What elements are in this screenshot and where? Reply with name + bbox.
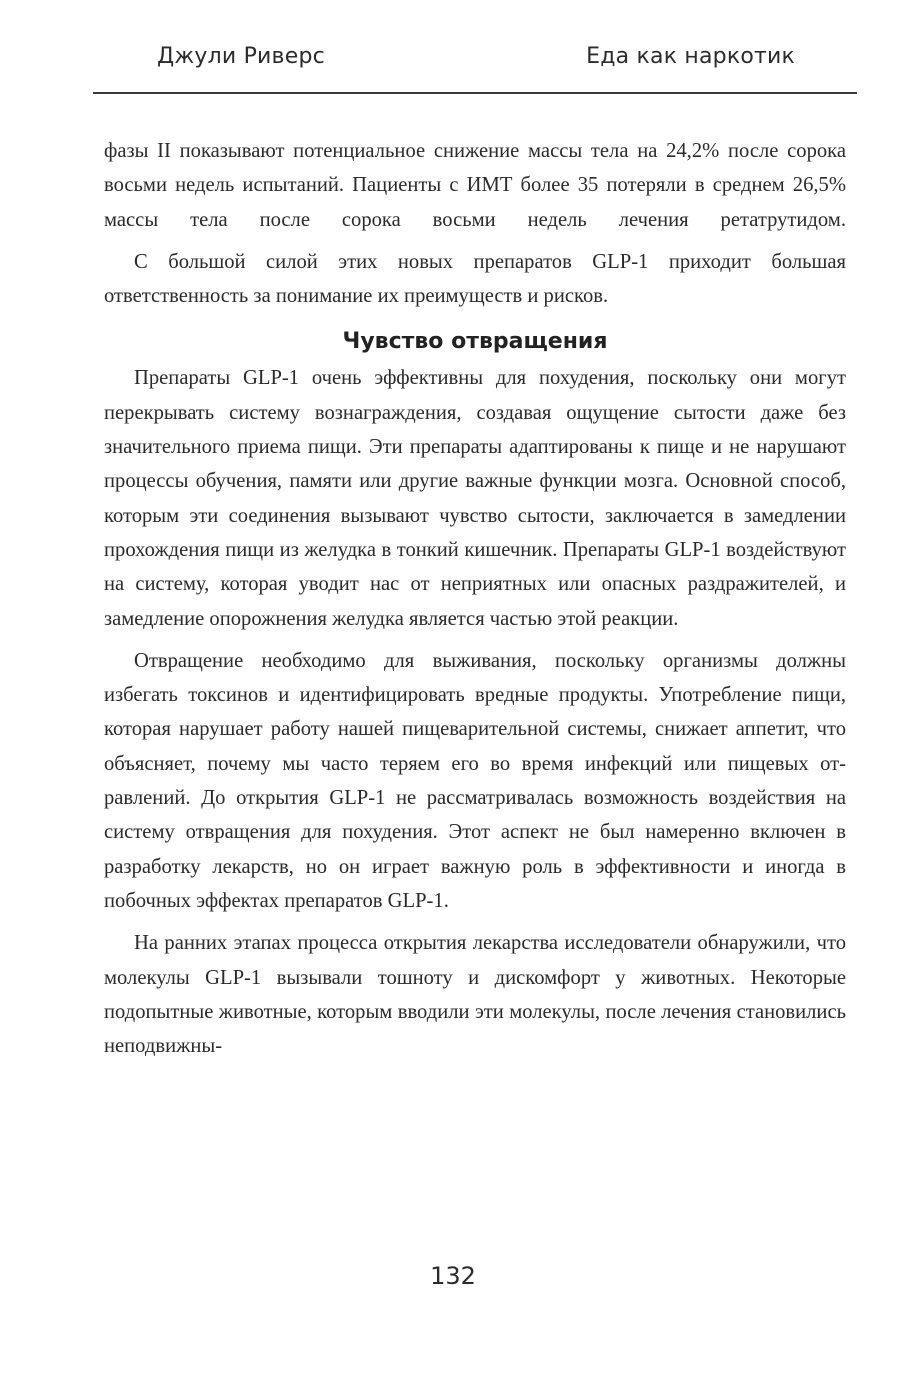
paragraph-glp1-effect: Препараты GLP-1 очень эффективны для похудения, поскольку они могут перекрывать систему вознаграждения, создавая ощущение сытости даже без значительного приема пищи. Эти препараты адаптированы к пище и не нарушают процессы обучения, памяти или другие важные функции мозга. Основной способ, которым эти соединения вызывают чувство сытости, заключается в замедлении прохождения пищи из желудка в тонкий кишечник. Препараты GLP-1 воздействуют на систему, которая уводит нас от неприятных или опасных раздражителей, и замедление опорожнения желудка является частью этой реакции. xyxy=(104,367,846,630)
paragraph-disgust: Отвращение необходимо для выживания, поскольку организмы должны избегать токсинов и идентифицировать вредные продукты. Употребление пищи, которая нарушает работу нашей пищеварительной системы, снижает аппетит, что объясняет, почему мы часто теряем его во время инфекций или пищевых отравлений. До открытия GLP-1 не рассматривалась возможность воздействия на систему отвращения для похудения. Этот аспект не был намеренно включен в разработку лекарств, но он играет важную роль в эффективности и иногда в побочных эффектах препаратов GLP-1. xyxy=(104,649,846,912)
running-head xyxy=(93,38,857,78)
paragraph-responsibility: С большой силой этих новых препаратов GLP-1 приходит большая ответственность за понимание их преимуществ и рисков. xyxy=(104,250,846,308)
header-book-title: Еда как наркотик xyxy=(586,44,795,69)
section-heading: Чувство отвращения xyxy=(342,329,608,355)
header-rule xyxy=(93,92,857,94)
header-author: Джули Риверс xyxy=(157,44,325,69)
page-body xyxy=(104,134,846,1063)
page-number: 132 xyxy=(430,1262,476,1290)
paragraph-early-research: На ранних этапах процесса открытия лекарства исследователи обнаружили, что молекулы GLP-1 вызывали тошноту и дискомфорт у животных. Некоторые подопытные животные, которым вводили эти молекулы, после лечения становились неподвижны- xyxy=(104,932,846,1058)
paragraph-continued: фазы II показывают потенциальное снижение массы тела на 24,2% после сорока восьми недель испытаний. Пациенты с ИМТ более 35 потеряли в среднем 26,5% массы тела после сорока восьми недель лечения ретатрутидом. xyxy=(104,140,846,231)
